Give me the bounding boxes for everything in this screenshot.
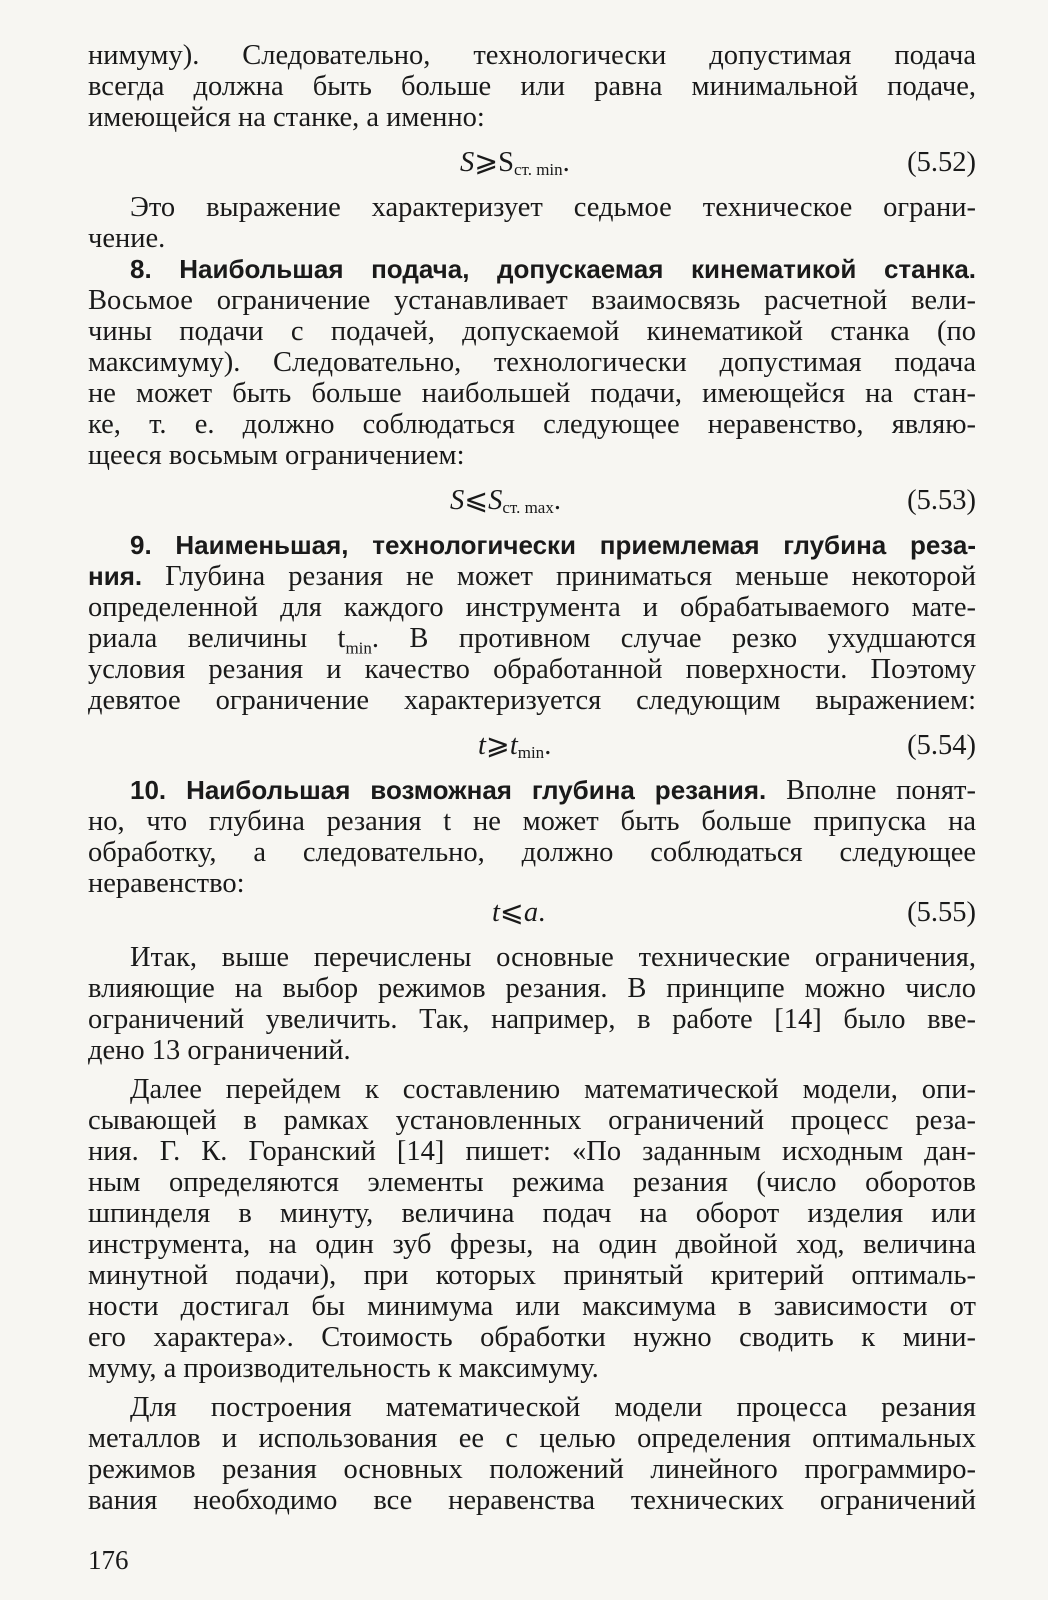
- formula: $t⩾t_{min}$.: [478, 730, 552, 762]
- item-8: [88, 254, 976, 471]
- text-line: определенной для каждого инструмента и обрабатываемого мате-: [88, 592, 976, 623]
- text-line: дено 13 ограничений.: [88, 1035, 351, 1066]
- text-line: Это выражение характеризует седьмое техническое ограни-: [130, 192, 976, 223]
- para-itak: [88, 942, 976, 1066]
- equation-number: (5.52): [907, 147, 976, 178]
- formula: t⩽a.: [492, 897, 546, 928]
- text-line: минутной подачи), при которых принятый критерий оптималь-: [88, 1260, 976, 1291]
- text-line: муму, а производительность к максимуму.: [88, 1353, 599, 1384]
- item-10: [88, 775, 976, 899]
- text-line: инструмента, на один зуб фрезы, на один двойной ход, величина: [88, 1229, 976, 1260]
- equation-5-55: [88, 897, 976, 928]
- equation-5-52: [88, 147, 976, 178]
- text-line: ным определяются элементы режима резания (число оборотов: [88, 1167, 976, 1198]
- equation-number: (5.54): [907, 730, 976, 761]
- item-heading: 9. Наименьшая, технологически приемлемая глубина реза-: [130, 530, 976, 560]
- text-line: обработку, а следовательно, должно соблюдаться следующее: [88, 837, 976, 868]
- equation-5-53: [88, 485, 976, 516]
- text-line: шпинделя в минуту, величина подач на оборот изделия или: [88, 1198, 976, 1229]
- text-line: ности достигал бы минимума или максимума в зависимости от: [88, 1291, 976, 1322]
- text-line: нимуму). Следовательно, технологически допустимая подача: [88, 40, 976, 71]
- text-line: сывающей в рамках установленных ограничений процесс реза-: [88, 1105, 976, 1136]
- text-line: Для построения математической модели процесса резания: [130, 1392, 976, 1423]
- text-line: влияющие на выбор режимов резания. В принципе можно число: [88, 973, 976, 1004]
- text-line: условия резания и качество обработанной поверхности. Поэтому: [88, 654, 976, 685]
- text-line: ке, т. е. должно соблюдаться следующее неравенство, являю-: [88, 409, 976, 440]
- equation-number: (5.53): [907, 485, 976, 516]
- para-top: [88, 40, 976, 133]
- text-line: щееся восьмым ограничением:: [88, 440, 465, 471]
- text-line: не может быть больше наибольшей подачи, имеющейся на стан-: [88, 378, 976, 409]
- equation-number: (5.55): [907, 897, 976, 928]
- para-dalee: [88, 1074, 976, 1384]
- text-line: Далее перейдем к составлению математической модели, опи-: [130, 1074, 976, 1105]
- text-line: режимов резания основных положений линейного программиро-: [88, 1454, 976, 1485]
- text-line: ния. Глубина резания не может приниматься меньше некоторой: [88, 561, 976, 592]
- text-line: чение.: [88, 223, 166, 254]
- text-line: Восьмое ограничение устанавливает взаимосвязь расчетной вели-: [88, 285, 976, 316]
- formula: $S⩽S_{ст. max}$.: [450, 485, 561, 517]
- text-line: имеющейся на станке, а именно:: [88, 102, 485, 133]
- page-number: 176: [88, 1545, 129, 1575]
- text-line: риала величины $t_{min}$. В противном случае резко ухудшаются: [88, 623, 976, 658]
- text-line: металлов и использования ее с целью определения оптимальных: [88, 1423, 976, 1454]
- text-line: девятое ограничение характеризуется следующим выражением:: [88, 685, 976, 716]
- formula: $S⩾S_{ст. min}$.: [460, 147, 570, 179]
- text-line: но, что глубина резания t не может быть больше припуска на: [88, 806, 976, 837]
- text-column: [88, 40, 976, 1516]
- text-line: всегда должна быть больше или равна минимальной подаче,: [88, 71, 976, 102]
- para-seventh: [88, 192, 976, 254]
- item-9: [88, 530, 976, 716]
- text-line: ния. Г. К. Горанский [14] пишет: «По заданным исходным дан-: [88, 1136, 976, 1167]
- text-line: Итак, выше перечислены основные технические ограничения,: [130, 942, 976, 973]
- item-heading: 10. Наибольшая возможная глубина резания. Вполне понят-: [130, 775, 976, 806]
- text-line: чины подачи с подачей, допускаемой кинематикой станка (по: [88, 316, 976, 347]
- para-dlya: [88, 1392, 976, 1516]
- text-line: ограничений увеличить. Так, например, в работе [14] было вве-: [88, 1004, 976, 1035]
- text-line: неравенство:: [88, 868, 245, 899]
- text-line: максимуму). Следовательно, технологически допустимая подача: [88, 347, 976, 378]
- item-heading: 8. Наибольшая подача, допускаемая кинематикой станка.: [130, 254, 976, 284]
- text-line: его характера». Стоимость обработки нужно сводить к мини-: [88, 1322, 976, 1353]
- equation-5-54: [88, 730, 976, 761]
- text-line: вания необходимо все неравенства технических ограничений: [88, 1485, 976, 1516]
